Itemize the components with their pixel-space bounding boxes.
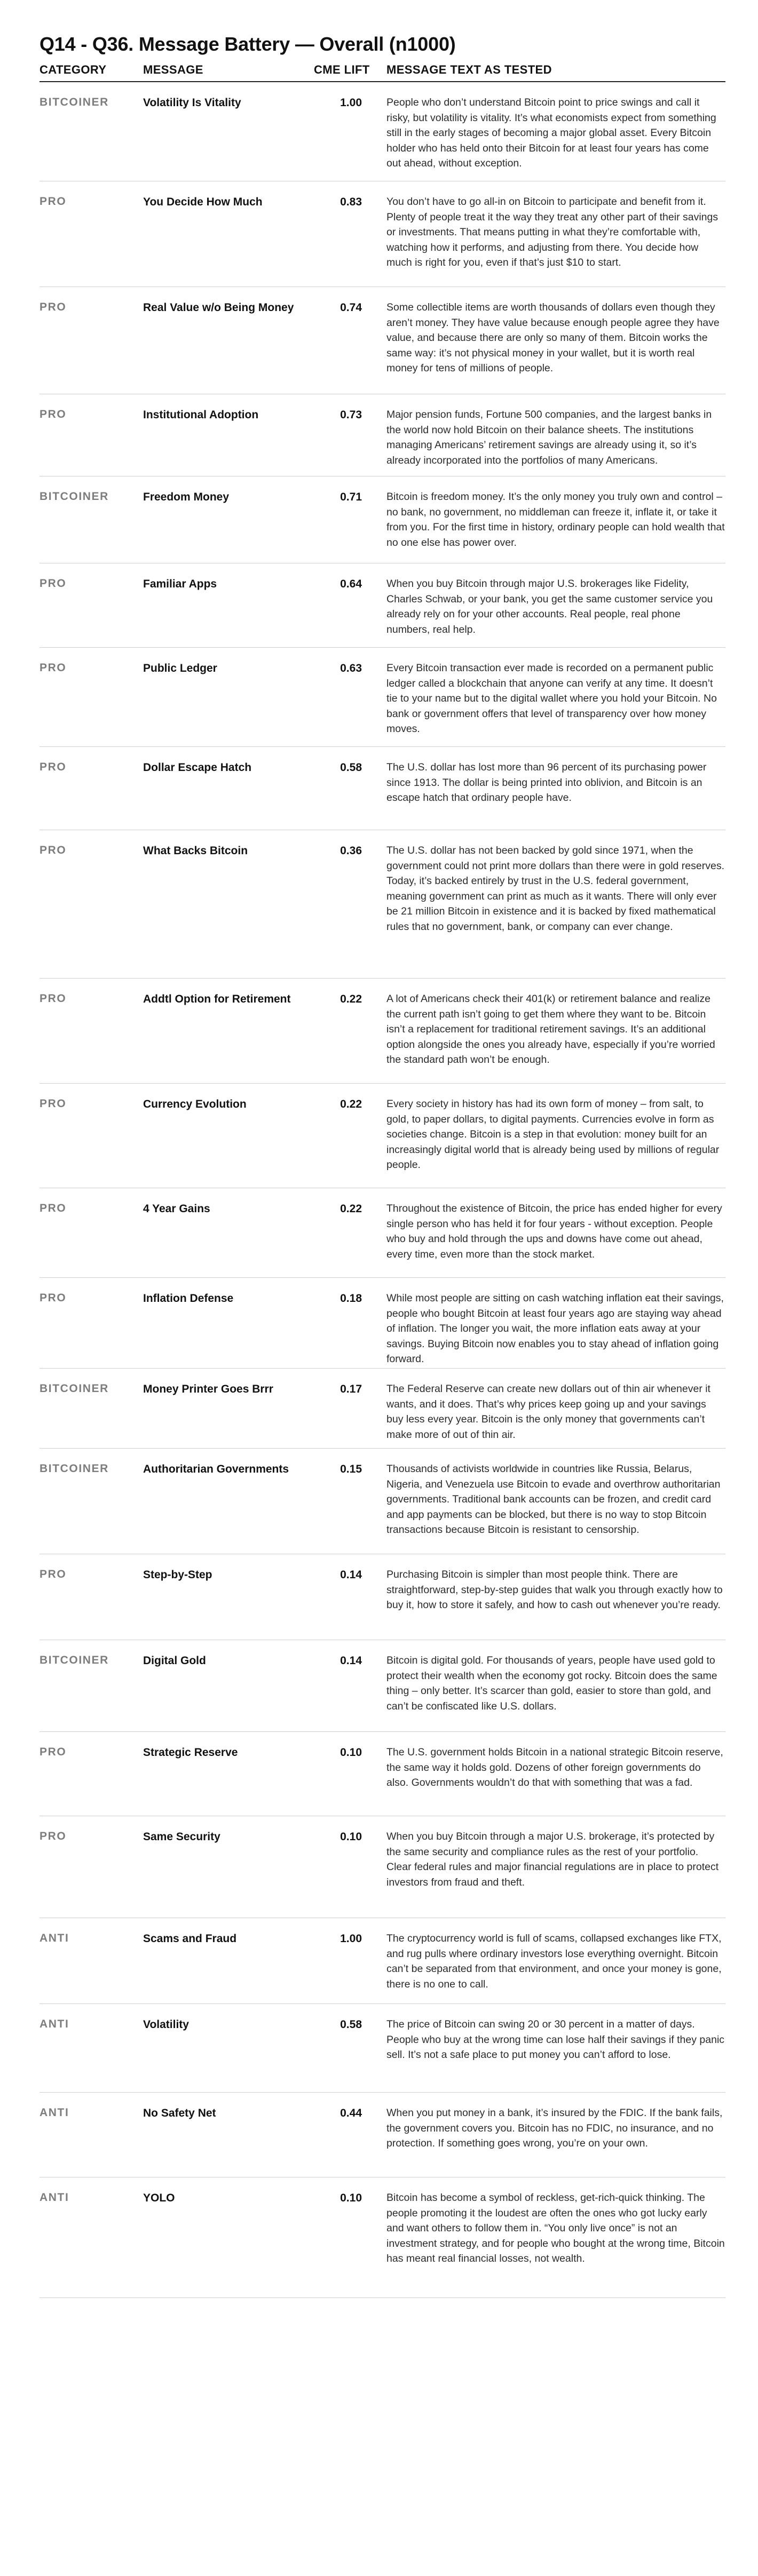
cme-lift-cell: 0.44 (340, 2107, 362, 2119)
message-text-cell: Thousands of activists worldwide in countries like Russia, Belarus, Nigeria, and Venezuela use Bitcoin to evade and overthrow authoritarian governments. Traditional bank accounts can be frozen, and credit card and app payments can be blocked, but there is no way to stop Bitcoin transactions because Bitcoin is resistant to censorship. (386, 1463, 721, 1536)
table-row (40, 1640, 725, 1732)
column-header-message-text: MESSAGE TEXT AS TESTED (386, 63, 552, 76)
message-text-cell: The cryptocurrency world is full of scams, collapsed exchanges like FTX, and rug pulls where ordinary investors lose everything overnight. Bitcoin can’t be separated from that environment, and once your money is gone, there is no one to call. (386, 1933, 722, 1990)
message-text-cell: The price of Bitcoin can swing 20 or 30 percent in a matter of days. People who buy at the wrong time can lose half their savings if they panic sell. It’s not a safe place to put money you can’t afford to lose. (386, 2018, 725, 2061)
message-name-cell: Same Security (143, 1831, 220, 1843)
message-name-cell: YOLO (143, 2192, 175, 2204)
cme-lift-cell: 0.83 (340, 196, 362, 208)
message-text-cell: Every society in history has had its own form of money – from salt, to gold, to paper dollars, to digital payments. Currencies evolve in form as societies change. Bitcoin is a step in that evolution: money built for an increasingly digital world that is already being used by millions of regular people. (386, 1098, 720, 1171)
message-text-cell: The Federal Reserve can create new dollars out of thin air whenever it wants, and it does. That’s why prices keep going up and your savings buy less every year. Bitcoin is the only money that governments can’t make more of out of thin air. (386, 1383, 710, 1441)
message-name-cell: Strategic Reserve (143, 1746, 238, 1759)
cme-lift-cell: 0.58 (340, 2018, 362, 2031)
category-cell: PRO (40, 1746, 67, 1758)
message-name-cell: Currency Evolution (143, 1098, 247, 1110)
table-row (40, 1554, 725, 1640)
message-text-cell: The U.S. dollar has not been backed by gold since 1971, when the government could not print more dollars than there were in gold reserves. Today, it’s backed entirely by trust in the U.S. federal government, meaning government can print as much as it wants. There will only ever be 21 million Bitcoin in existence and it is backed by fixed mathematical rules that no government, bank, or company can ever change. (386, 845, 724, 933)
category-cell: PRO (40, 195, 67, 208)
cme-lift-cell: 0.14 (340, 1655, 362, 1667)
table-row (40, 1449, 725, 1554)
message-name-cell: No Safety Net (143, 2107, 216, 2119)
table-row (40, 648, 725, 747)
message-text-cell: When you buy Bitcoin through major U.S. brokerages like Fidelity, Charles Schwab, or your bank, you get the same customer service you already rely on for your other accounts. Real people, real phone numbers, real help. (386, 578, 713, 635)
message-name-cell: Familiar Apps (143, 578, 217, 590)
message-text-cell: The U.S. government holds Bitcoin in a national strategic Bitcoin reserve, the same way it holds gold. Dozens of other foreign governments do also. Governments wouldn’t do that with something that was a fad. (386, 1746, 723, 1788)
message-name-cell: Authoritarian Governments (143, 1463, 289, 1475)
cme-lift-cell: 0.36 (340, 845, 362, 857)
message-text-cell: Bitcoin is digital gold. For thousands of years, people have used gold to protect their wealth when the economy got rocky. Bitcoin does the same thing – only better. It’s scarcer than gold, easier to store than gold, and can’t be confiscated like U.S. dollars. (386, 1655, 717, 1712)
table-row (40, 2177, 725, 2298)
cme-lift-cell: 0.10 (340, 1746, 362, 1759)
category-cell: PRO (40, 662, 67, 674)
cme-lift-cell: 0.58 (340, 761, 362, 774)
table-row (40, 1732, 725, 1816)
column-header-category: CATEGORY (40, 63, 107, 76)
message-text-cell: When you put money in a bank, it’s insured by the FDIC. If the bank fails, the government covers you. Bitcoin has no FDIC, no insurance, and no protection. If something goes wrong, you’re on your own. (386, 2107, 723, 2149)
category-cell: PRO (40, 1098, 67, 1110)
category-cell: ANTI (40, 2191, 69, 2204)
message-name-cell: 4 Year Gains (143, 1203, 210, 1215)
table-row (40, 82, 725, 181)
table-row (40, 1278, 725, 1369)
table-row (40, 1918, 725, 2004)
cme-lift-cell: 0.64 (340, 578, 362, 590)
category-cell: PRO (40, 1568, 67, 1580)
message-name-cell: Digital Gold (143, 1655, 206, 1667)
table-row (40, 830, 725, 979)
cme-lift-cell: 0.10 (340, 2192, 362, 2204)
message-name-cell: Addtl Option for Retirement (143, 993, 291, 1005)
message-name-cell: Volatility (143, 2018, 189, 2031)
table-row (40, 287, 725, 394)
table-row (40, 394, 725, 476)
message-text-cell: Major pension funds, Fortune 500 companies, and the largest banks in the world now hold Bitcoin on their balance sheets. The institutions managing Americans’ retirement savings are already using it, so it’s already incorporated into the portfolios of many Americans. (386, 409, 712, 466)
message-name-cell: Step-by-Step (143, 1569, 212, 1581)
cme-lift-cell: 0.63 (340, 662, 362, 674)
message-name-cell: Dollar Escape Hatch (143, 761, 252, 774)
category-cell: PRO (40, 1292, 67, 1304)
message-name-cell: Freedom Money (143, 491, 230, 503)
message-text-cell: Some collectible items are worth thousands of dollars even though they aren’t money. They have value because enough people agree they have value, and because there are only so many of them. Bitcoin works the same way: it’s not physical money in your wallet, but it is worth real money for tens of millions of people. (386, 301, 720, 374)
table-row (40, 1816, 725, 1918)
table-row (40, 181, 725, 287)
message-name-cell: Public Ledger (143, 662, 217, 674)
table-row (40, 1188, 725, 1278)
cme-lift-cell: 0.10 (340, 1831, 362, 1843)
table-row (40, 476, 725, 563)
page-title: Q14 - Q36. Message Battery — Overall (n1000) (40, 33, 456, 55)
table-row (40, 979, 725, 1084)
category-cell: PRO (40, 761, 67, 773)
category-cell: ANTI (40, 2106, 69, 2119)
cme-lift-cell: 0.17 (340, 1383, 362, 1395)
message-text-cell: Bitcoin is freedom money. It’s the only money you truly own and control – no bank, no government, no middleman can freeze it, inflate it, or take it from you. For the first time in history, ordinary people can hold wealth that no one else has power over. (386, 491, 725, 548)
message-text-cell: Throughout the existence of Bitcoin, the price has ended higher for every single person who has held it for four years - without exception. People who buy and hold through the ups and downs have come out ahead, every time, even more than the stock market. (386, 1203, 722, 1260)
category-cell: PRO (40, 992, 67, 1005)
message-text-cell: The U.S. dollar has lost more than 96 percent of its purchasing power since 1913. The dollar is being printed into oblivion, and Bitcoin is an escape hatch that ordinary people have. (386, 761, 707, 804)
message-name-cell: What Backs Bitcoin (143, 845, 248, 857)
table-row (40, 563, 725, 648)
category-cell: ANTI (40, 1932, 69, 1944)
table-row (40, 2093, 725, 2177)
cme-lift-cell: 1.00 (340, 1933, 362, 1945)
message-name-cell: Real Value w/o Being Money (143, 301, 294, 314)
cme-lift-cell: 0.22 (340, 1098, 362, 1110)
category-cell: BITCOINER (40, 1462, 109, 1475)
message-text-cell: While most people are sitting on cash watching inflation eat their savings, people who bought Bitcoin at least four years ago are staying way ahead of inflation. The longer you wait, the more inflation eats away at your savings. Buying Bitcoin now enables you to stay ahead of inflation going forward. (386, 1292, 724, 1365)
category-cell: PRO (40, 1202, 67, 1214)
message-text-cell: A lot of Americans check their 401(k) or retirement balance and realize the current path isn’t going to get them where they want to be. Bitcoin isn’t a replacement for traditional retirement savings. It’s an additional option alongside the ones you already have, especially if you’re worried the standard path won’t be enough. (386, 993, 715, 1066)
category-cell: PRO (40, 408, 67, 420)
column-header-cme-lift: CME LIFT (314, 63, 370, 76)
cme-lift-cell: 1.00 (340, 97, 362, 109)
category-cell: BITCOINER (40, 1654, 109, 1666)
table-row (40, 1084, 725, 1188)
message-table (40, 82, 725, 2298)
category-cell: PRO (40, 301, 67, 313)
table-row (40, 747, 725, 830)
category-cell: BITCOINER (40, 490, 109, 503)
message-text-cell: Purchasing Bitcoin is simpler than most people think. There are straightforward, step-by-step guides that walk you through exactly how to buy it, how to store it safely, and how to cash out whenever you’re ready. (386, 1569, 723, 1611)
cme-lift-cell: 0.74 (340, 301, 362, 314)
message-text-cell: You don’t have to go all-in on Bitcoin to participate and benefit from it. Plenty of people treat it the way they treat any other part of their savings or investments. That means putting in what they’re comfortable with, watching how it performs, and adjusting from there. You decide how much is right for you, even if that’s just $10 to start. (386, 196, 718, 268)
table-row (40, 2004, 725, 2093)
cme-lift-cell: 0.22 (340, 993, 362, 1005)
cme-lift-cell: 0.15 (340, 1463, 362, 1475)
category-cell: PRO (40, 577, 67, 590)
column-header-message: MESSAGE (143, 63, 203, 76)
message-name-cell: Money Printer Goes Brrr (143, 1383, 273, 1395)
cme-lift-cell: 0.18 (340, 1292, 362, 1305)
message-name-cell: Volatility Is Vitality (143, 97, 241, 109)
cme-lift-cell: 0.73 (340, 409, 362, 421)
message-text-cell: When you buy Bitcoin through a major U.S. brokerage, it’s protected by the same security and compliance rules as the rest of your portfolio. Clear federal rules and major financial regulations are in place to protect investors from fraud and theft. (386, 1831, 719, 1888)
table-row (40, 1369, 725, 1449)
table-header (40, 63, 758, 83)
cme-lift-cell: 0.14 (340, 1569, 362, 1581)
category-cell: ANTI (40, 2018, 69, 2030)
message-name-cell: Scams and Fraud (143, 1933, 237, 1945)
cme-lift-cell: 0.22 (340, 1203, 362, 1215)
message-name-cell: Inflation Defense (143, 1292, 234, 1305)
category-cell: PRO (40, 1830, 67, 1842)
cme-lift-cell: 0.71 (340, 491, 362, 503)
category-cell: BITCOINER (40, 1382, 109, 1395)
category-cell: PRO (40, 844, 67, 856)
message-name-cell: You Decide How Much (143, 196, 263, 208)
message-text-cell: Every Bitcoin transaction ever made is recorded on a permanent public ledger called a blockchain that anyone can verify at any time. It doesn’t tie to your name but to the digital wallet where you hold your Bitcoin. No bank or government offers that level of transparency over how money moves. (386, 662, 717, 735)
category-cell: BITCOINER (40, 96, 109, 108)
message-text-cell: People who don’t understand Bitcoin point to price swings and call it risky, but volatility is vitality. It’s what economists expect from something still in the early stages of becoming a major global asset. Every Bitcoin holder who has held onto their Bitcoin for at least four years has come out ahead, without exception. (386, 97, 716, 169)
message-text-cell: Bitcoin has become a symbol of reckless, get-rich-quick thinking. The people promoting it the loudest are often the ones who got lucky early and want others to follow them in. “You only live once” is not an investment strategy, and for people who bought at the wrong time, Bitcoin has meant real financial losses, not wealth. (386, 2192, 725, 2264)
message-name-cell: Institutional Adoption (143, 409, 259, 421)
